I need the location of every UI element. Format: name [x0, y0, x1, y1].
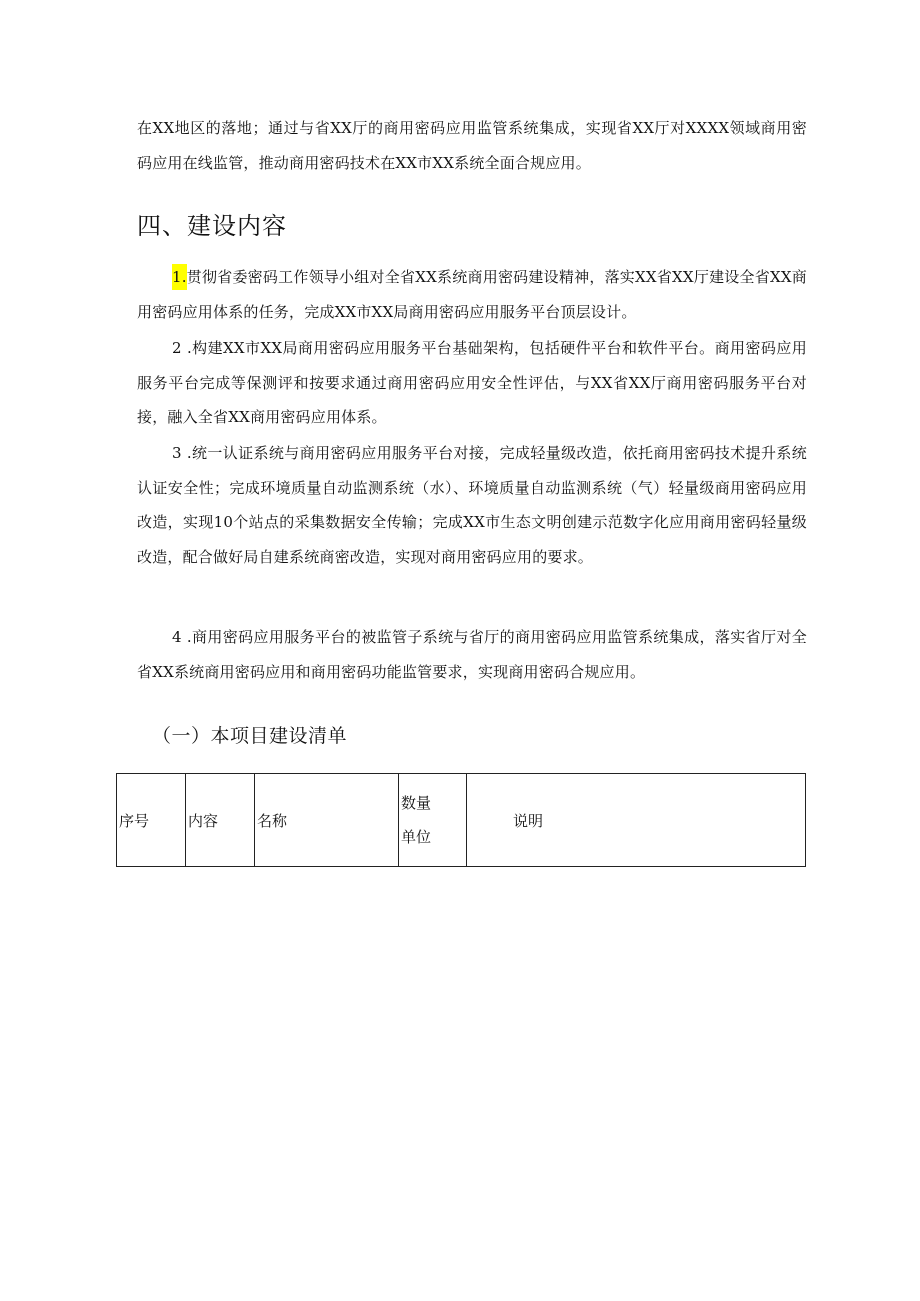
list-item-4	[137, 620, 807, 689]
construction-list-table	[116, 773, 806, 867]
list-item-1	[137, 260, 807, 329]
header-quantity: 数量	[401, 794, 432, 812]
header-index: 序号	[117, 774, 186, 867]
list-item-text: 构建XX市XX局商用密码应用服务平台基础架构，包括硬件平台和软件平台。商用密码应用服务平台完成等保测评和按要求通过商用密码应用安全性评估，与XX省XX厅商用密码服务平台对接，融入全省XX商用密码应用体系。	[137, 339, 807, 426]
header-name: 名称	[255, 774, 399, 867]
list-item-text: 贯彻省委密码工作领导小组对全省XX系统商用密码建设精神，落实XX省XX厅建设全省XX商用密码应用体系的任务，完成XX市XX局商用密码应用服务平台顶层设计。	[137, 268, 807, 321]
table-header-row	[117, 774, 806, 867]
header-unit: 单位	[401, 828, 432, 846]
header-quantity-unit	[399, 774, 467, 867]
list-item-2	[137, 331, 807, 435]
header-content: 内容	[186, 774, 255, 867]
highlighted-item-number: 1.	[172, 264, 187, 290]
list-item-text: 商用密码应用服务平台的被监管子系统与省厅的商用密码应用监管系统集成，落实省厅对全省XX系统商用密码应用和商用密码功能监管要求，实现商用密码合规应用。	[137, 628, 807, 681]
header-description: 说明	[467, 774, 806, 867]
list-item-number: 2 .	[172, 339, 192, 357]
list-item-3	[137, 436, 807, 574]
subsection-heading: （一）本项目建设清单	[152, 725, 348, 747]
intro-paragraph: 在XX地区的落地；通过与省XX厅的商用密码应用监管系统集成，实现省XX厅对XXXX领域商用密码应用在线监管，推动商用密码技术在XX市XX系统全面合规应用。	[137, 119, 807, 172]
list-item-number: 3 .	[172, 444, 192, 462]
list-item-text: 统一认证系统与商用密码应用服务平台对接，完成轻量级改造，依托商用密码技术提升系统认证安全性；完成环境质量自动监测系统（水）、环境质量自动监测系统（气）轻量级商用密码应用改造，实现10个站点的采集数据安全传输；完成XX市生态文明创建示范数字化应用商用密码轻量级改造，配合做好局自建系统商密改造，实现对商用密码应用的要求。	[137, 444, 807, 566]
list-item-number: 4 .	[172, 628, 192, 646]
section-heading: 四、建设内容	[137, 212, 287, 240]
